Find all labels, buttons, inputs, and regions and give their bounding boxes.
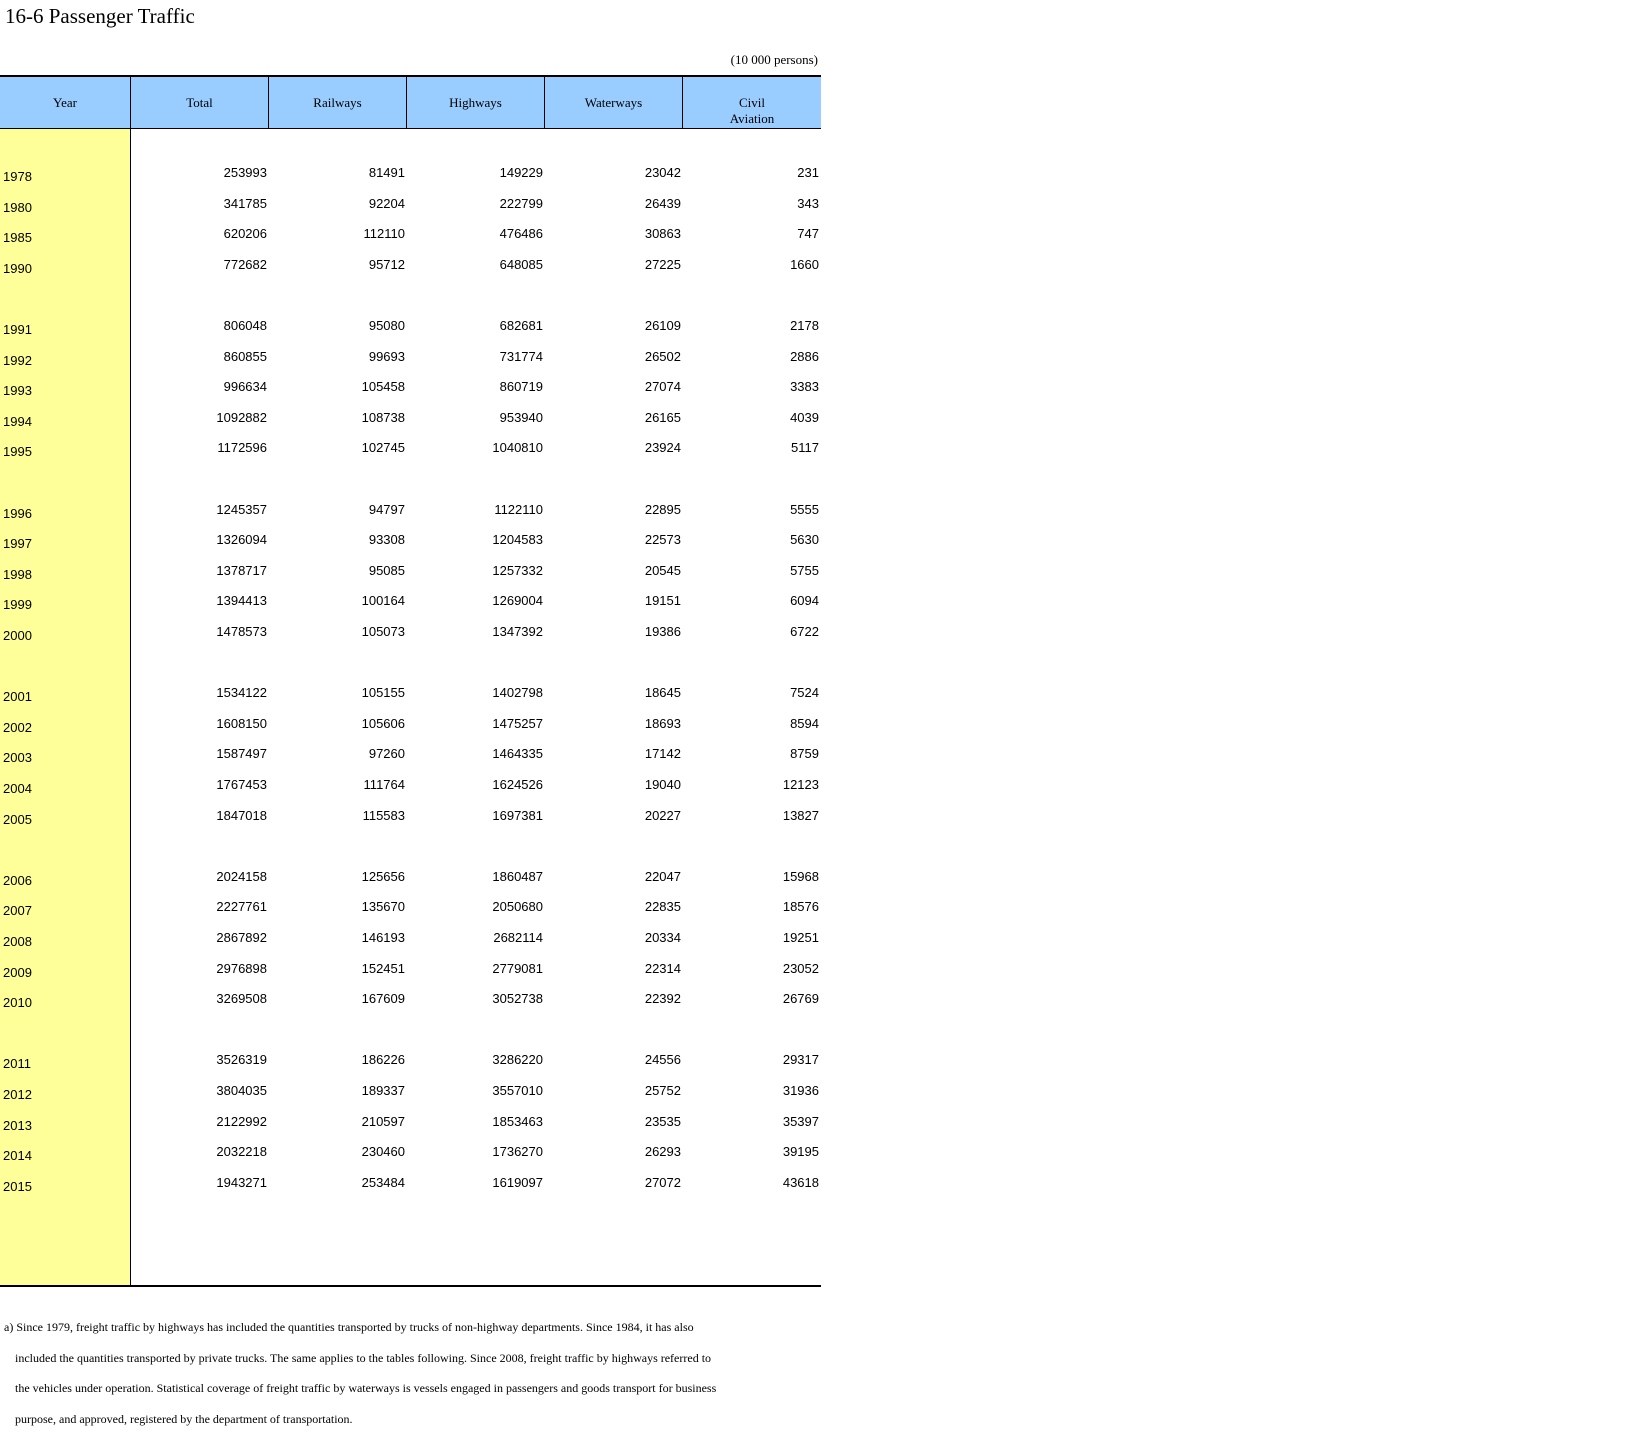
table-row: [0, 563, 821, 583]
total-cell: 1608150: [216, 716, 267, 731]
year-cell: 2000: [3, 628, 32, 643]
civil-aviation-cell: 26769: [782, 991, 819, 1006]
year-cell: 1978: [3, 169, 32, 184]
railways-cell: 135670: [361, 899, 405, 914]
waterways-cell: 27225: [644, 257, 681, 272]
waterways-cell: 26165: [644, 410, 681, 425]
table-row: [0, 226, 821, 246]
waterways-cell: 22835: [644, 899, 681, 914]
civil-aviation-cell: 343: [797, 196, 819, 211]
table-row: [0, 349, 821, 369]
table-row: [0, 930, 821, 950]
highways-cell: 1619097: [492, 1175, 543, 1190]
civil-aviation-cell: 19251: [782, 930, 819, 945]
civil-aviation-cell: 8594: [790, 716, 819, 731]
civil-aviation-cell: 18576: [782, 899, 819, 914]
railways-cell: 95712: [368, 257, 405, 272]
year-cell: 1985: [3, 230, 32, 245]
civil-aviation-cell: 23052: [782, 961, 819, 976]
footnote-line: purpose, and approved, registered by the department of transportation.: [15, 1411, 353, 1426]
total-cell: 253993: [223, 165, 267, 180]
civil-aviation-cell: 4039: [790, 410, 819, 425]
highways-cell: 1853463: [492, 1114, 543, 1129]
civil-aviation-cell: 13827: [782, 808, 819, 823]
highways-cell: 2682114: [493, 930, 543, 945]
table-row: [0, 961, 821, 981]
highways-cell: 648085: [499, 257, 543, 272]
total-cell: 1534122: [216, 685, 267, 700]
railways-cell: 108738: [361, 410, 405, 425]
railways-cell: 167609: [361, 991, 405, 1006]
page-title: 16-6 Passenger Traffic: [5, 4, 195, 28]
waterways-cell: 20334: [644, 930, 681, 945]
waterways-cell: 25752: [644, 1083, 681, 1098]
civil-aviation-cell: 6094: [790, 593, 819, 608]
table-row: [0, 410, 821, 430]
year-cell: 1995: [3, 444, 32, 459]
table-row: [0, 991, 821, 1011]
year-cell: 2008: [3, 934, 32, 949]
civil-aviation-cell: 1660: [790, 257, 819, 272]
civil-aviation-cell: 35397: [782, 1114, 819, 1129]
waterways-cell: 26439: [644, 196, 681, 211]
railways-cell: 111764: [363, 777, 405, 792]
header-waterways: Waterways: [545, 77, 683, 128]
year-column-background: [0, 129, 131, 1285]
waterways-cell: 18693: [644, 716, 681, 731]
total-cell: 1478573: [216, 624, 267, 639]
railways-cell: 102745: [361, 440, 405, 455]
railways-cell: 100164: [361, 593, 405, 608]
civil-aviation-cell: 5117: [791, 440, 819, 455]
header-total: Total: [131, 77, 269, 128]
unit-label: (10 000 persons): [730, 52, 818, 67]
total-cell: 1245357: [216, 502, 267, 517]
total-cell: 996634: [223, 379, 267, 394]
railways-cell: 146193: [361, 930, 405, 945]
total-cell: 1767453: [216, 777, 267, 792]
total-cell: 1172596: [217, 440, 267, 455]
railways-cell: 186226: [361, 1052, 405, 1067]
highways-cell: 149229: [499, 165, 543, 180]
waterways-cell: 24556: [644, 1052, 681, 1067]
table-row: [0, 899, 821, 919]
total-cell: 2227761: [216, 899, 267, 914]
table-row: [0, 1083, 821, 1103]
table-body: [0, 129, 821, 1287]
waterways-cell: 20227: [644, 808, 681, 823]
table-row: [0, 165, 821, 185]
waterways-cell: 17142: [644, 746, 681, 761]
year-cell: 1993: [3, 383, 32, 398]
civil-aviation-cell: 29317: [782, 1052, 819, 1067]
railways-cell: 95080: [368, 318, 405, 333]
railways-cell: 105458: [361, 379, 405, 394]
header-year: Year: [0, 77, 131, 128]
total-cell: 1394413: [216, 593, 267, 608]
year-cell: 1998: [3, 567, 32, 582]
highways-cell: 3557010: [492, 1083, 543, 1098]
table-row: [0, 685, 821, 705]
waterways-cell: 26109: [644, 318, 681, 333]
highways-cell: 1122110: [494, 502, 543, 517]
header-civil-aviation: Civil Aviation: [729, 95, 775, 126]
civil-aviation-cell: 5755: [790, 563, 819, 578]
civil-aviation-cell: 2886: [790, 349, 819, 364]
civil-aviation-cell: 5630: [790, 532, 819, 547]
highways-cell: 3286220: [492, 1052, 543, 1067]
civil-aviation-cell: 43618: [782, 1175, 819, 1190]
year-cell: 2013: [3, 1118, 32, 1133]
railways-cell: 81491: [368, 165, 405, 180]
year-cell: 1996: [3, 506, 32, 521]
table-row: [0, 257, 821, 277]
highways-cell: 222799: [499, 196, 543, 211]
waterways-cell: 22392: [644, 991, 681, 1006]
highways-cell: 1697381: [492, 808, 543, 823]
highways-cell: 682681: [499, 318, 543, 333]
railways-cell: 112110: [363, 226, 405, 241]
table-row: [0, 716, 821, 736]
highways-cell: 2050680: [492, 899, 543, 914]
highways-cell: 1402798: [492, 685, 543, 700]
highways-cell: 2779081: [492, 961, 543, 976]
civil-aviation-cell: 231: [797, 165, 819, 180]
civil-aviation-cell: 12123: [782, 777, 819, 792]
year-cell: 2014: [3, 1148, 32, 1163]
total-cell: 2024158: [216, 869, 267, 884]
highways-cell: 1624526: [492, 777, 543, 792]
passenger-traffic-table: [0, 75, 821, 1287]
highways-cell: 731774: [499, 349, 543, 364]
highways-cell: 1204583: [492, 532, 543, 547]
highways-cell: 953940: [499, 410, 543, 425]
table-row: [0, 502, 821, 522]
waterways-cell: 19151: [644, 593, 681, 608]
railways-cell: 95085: [368, 563, 405, 578]
table-row: [0, 1175, 821, 1195]
total-cell: 1847018: [216, 808, 267, 823]
civil-aviation-cell: 6722: [790, 624, 819, 639]
header-railways: Railways: [269, 77, 407, 128]
railways-cell: 189337: [361, 1083, 405, 1098]
table-row: [0, 624, 821, 644]
table-row: [0, 1144, 821, 1164]
railways-cell: 152451: [361, 961, 405, 976]
total-cell: 1326094: [216, 532, 267, 547]
highways-cell: 3052738: [492, 991, 543, 1006]
civil-aviation-cell: 8759: [790, 746, 819, 761]
year-cell: 2004: [3, 781, 32, 796]
waterways-cell: 30863: [644, 226, 681, 241]
waterways-cell: 19040: [644, 777, 681, 792]
waterways-cell: 22314: [644, 961, 681, 976]
highways-cell: 1257332: [492, 563, 543, 578]
civil-aviation-cell: 5555: [790, 502, 819, 517]
year-cell: 1980: [3, 200, 32, 215]
railways-cell: 115583: [362, 808, 405, 823]
highways-cell: 1736270: [492, 1144, 543, 1159]
year-cell: 1994: [3, 414, 32, 429]
year-cell: 2010: [3, 995, 32, 1010]
civil-aviation-cell: 3383: [790, 379, 819, 394]
year-cell: 2012: [3, 1087, 32, 1102]
railways-cell: 105155: [361, 685, 405, 700]
year-cell: 1997: [3, 536, 32, 551]
waterways-cell: 20545: [644, 563, 681, 578]
waterways-cell: 22895: [644, 502, 681, 517]
table-row: [0, 777, 821, 797]
total-cell: 2867892: [216, 930, 267, 945]
highways-cell: 860719: [499, 379, 543, 394]
waterways-cell: 22573: [644, 532, 681, 547]
civil-aviation-cell: 747: [797, 226, 819, 241]
year-cell: 1999: [3, 597, 32, 612]
table-row: [0, 593, 821, 613]
railways-cell: 97260: [368, 746, 405, 761]
total-cell: 2032218: [216, 1144, 267, 1159]
year-cell: 2007: [3, 903, 32, 918]
total-cell: 860855: [223, 349, 267, 364]
civil-aviation-cell: 39195: [782, 1144, 819, 1159]
total-cell: 806048: [223, 318, 267, 333]
total-cell: 1092882: [216, 410, 267, 425]
header-highways: Highways: [407, 77, 545, 128]
railways-cell: 253484: [361, 1175, 405, 1190]
year-cell: 2011: [3, 1056, 31, 1071]
highways-cell: 1347392: [492, 624, 543, 639]
year-cell: 2003: [3, 750, 32, 765]
waterways-cell: 26293: [644, 1144, 681, 1159]
highways-cell: 1269004: [492, 593, 543, 608]
table-row: [0, 379, 821, 399]
table-row: [0, 808, 821, 828]
total-cell: 2976898: [216, 961, 267, 976]
year-cell: 1992: [3, 353, 32, 368]
railways-cell: 105073: [361, 624, 405, 639]
table-row: [0, 196, 821, 216]
waterways-cell: 23042: [644, 165, 681, 180]
table-row: [0, 318, 821, 338]
footnote-line: the vehicles under operation. Statistical coverage of freight traffic by waterways is vessels engaged in passengers and goods transport for business: [15, 1381, 717, 1395]
civil-aviation-cell: 31936: [782, 1083, 819, 1098]
waterways-cell: 26502: [644, 349, 681, 364]
civil-aviation-cell: 7524: [790, 685, 819, 700]
table-row: [0, 1052, 821, 1072]
year-cell: 2005: [3, 812, 32, 827]
total-cell: 341785: [223, 196, 267, 211]
railways-cell: 210597: [361, 1114, 405, 1129]
table-row: [0, 746, 821, 766]
year-cell: 2009: [3, 965, 32, 980]
table-row: [0, 532, 821, 552]
highways-cell: 1475257: [492, 716, 543, 731]
civil-aviation-cell: 2178: [790, 318, 819, 333]
railways-cell: 230460: [361, 1144, 405, 1159]
waterways-cell: 18645: [644, 685, 681, 700]
total-cell: 2122992: [216, 1114, 267, 1129]
waterways-cell: 22047: [644, 869, 681, 884]
total-cell: 3269508: [216, 991, 267, 1006]
year-cell: 1991: [3, 322, 32, 337]
total-cell: 1378717: [216, 563, 267, 578]
year-cell: 1990: [3, 261, 32, 276]
railways-cell: 93308: [368, 532, 405, 547]
year-cell: 2015: [3, 1179, 32, 1194]
table-header: [0, 75, 821, 129]
total-cell: 1587497: [216, 746, 267, 761]
railways-cell: 92204: [368, 196, 405, 211]
highways-cell: 1040810: [492, 440, 543, 455]
total-cell: 3804035: [216, 1083, 267, 1098]
table-row: [0, 1114, 821, 1134]
railways-cell: 99693: [368, 349, 405, 364]
table-row: [0, 440, 821, 460]
highways-cell: 1464335: [492, 746, 543, 761]
total-cell: 620206: [223, 226, 267, 241]
railways-cell: 94797: [368, 502, 405, 517]
footnote-line: a) Since 1979, freight traffic by highways has included the quantities transported by trucks of non-highway departments. Since 1984, it has also: [4, 1320, 694, 1334]
railways-cell: 125656: [361, 869, 405, 884]
highways-cell: 1860487: [492, 869, 543, 884]
waterways-cell: 23924: [644, 440, 681, 455]
highways-cell: 476486: [499, 226, 543, 241]
total-cell: 1943271: [216, 1175, 267, 1190]
total-cell: 772682: [223, 257, 267, 272]
waterways-cell: 27072: [644, 1175, 681, 1190]
total-cell: 3526319: [216, 1052, 267, 1067]
civil-aviation-cell: 15968: [782, 869, 819, 884]
railways-cell: 105606: [361, 716, 405, 731]
waterways-cell: 27074: [644, 379, 681, 394]
footnote-line: included the quantities transported by private trucks. The same applies to the tables following. Since 2008, freight traffic by highways referred to: [15, 1350, 712, 1365]
waterways-cell: 23535: [644, 1114, 681, 1129]
table-row: [0, 869, 821, 889]
year-cell: 2002: [3, 720, 32, 735]
year-cell: 2001: [3, 689, 32, 704]
year-cell: 2006: [3, 873, 32, 888]
waterways-cell: 19386: [644, 624, 681, 639]
